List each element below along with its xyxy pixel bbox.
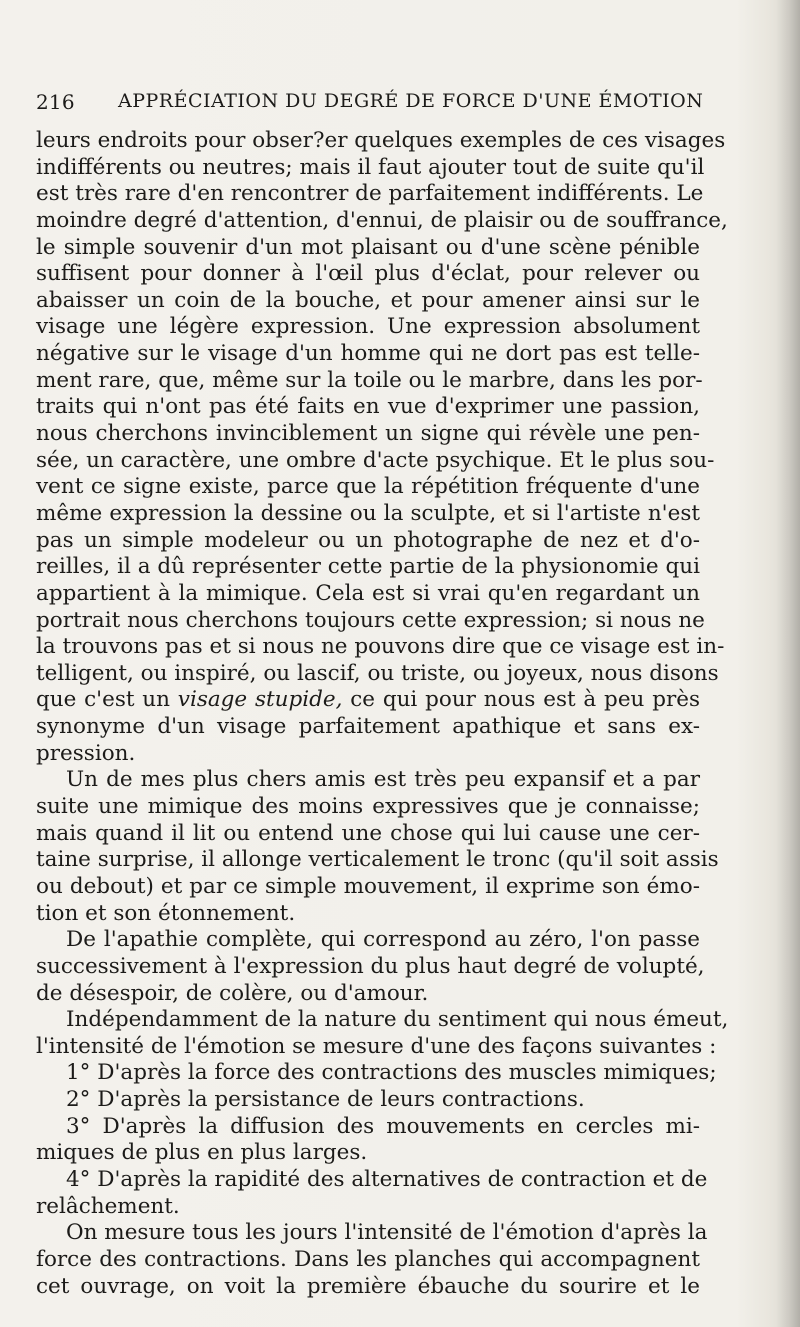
running-title: APPRÉCIATION DU DEGRÉ DE FORCE D'UNE ÉMOTION <box>118 90 704 112</box>
text-line: le simple souvenir d'un mot plaisant ou d'une scène pénible <box>36 234 700 260</box>
text-segment: que c'est un <box>36 687 178 713</box>
text-line: visage une légère expression. Une expression absolument <box>36 314 700 340</box>
text-line: appartient à la mimique. Cela est si vrai qu'en regardant un <box>36 580 700 606</box>
text-line: la trouvons pas et si nous ne pouvons dire que ce visage est in- <box>36 634 725 660</box>
text-line: traits qui n'ont pas été faits en vue d'exprimer une passion, <box>36 394 700 420</box>
page-number: 216 <box>36 90 75 114</box>
text-line: pas un simple modeleur ou un photographe de nez et d'o- <box>36 527 700 553</box>
text-line: même expression la dessine ou la sculpte, et si l'artiste n'est <box>36 500 700 526</box>
body-text <box>36 128 729 1300</box>
text-line: sée, un caractère, une ombre d'acte psychique. Et le plus sou- <box>36 447 715 473</box>
text-line: abaisser un coin de la bouche, et pour amener ainsi sur le <box>36 287 700 313</box>
text-line: nous cherchons invinciblement un signe qui révèle une pen- <box>36 421 700 447</box>
text-line: est très rare d'en rencontrer de parfaitement indifférents. Le <box>36 181 704 207</box>
text-line: telligent, ou inspiré, ou lascif, ou triste, ou joyeux, nous disons <box>36 660 719 686</box>
text-line: mais quand il lit ou entend une chose qui lui cause une cer- <box>36 820 700 846</box>
text-line: De l'apathie complète, qui correspond au zéro, l'on passe <box>66 927 700 953</box>
text-line: cet ouvrage, on voit la première ébauche du sourire et le <box>36 1273 700 1299</box>
text-line: moindre degré d'attention, d'ennui, de plaisir ou de souffrance, <box>36 207 728 233</box>
text-line: taine surprise, il allonge verticalement le tronc (qu'il soit assis <box>36 847 719 873</box>
text-line: Indépendamment de la nature du sentiment qui nous émeut, <box>66 1007 729 1033</box>
text-line: suffisent pour donner à l'œil plus d'éclat, pour relever ou <box>36 261 700 287</box>
text-segment: ce qui pour nous est à peu près <box>342 687 700 713</box>
text-line: négative sur le visage d'un homme qui ne dort pas est telle- <box>36 341 700 367</box>
emphasized-phrase: visage stupide, <box>177 687 343 713</box>
text-line: de désespoir, de colère, ou d'amour. <box>36 980 429 1006</box>
text-line: reilles, il a dû représenter cette partie de la physionomie qui <box>36 554 700 580</box>
text-line: 4° D'après la rapidité des alternatives de contraction et de <box>66 1166 708 1192</box>
text-line: 3° D'après la diffusion des mouvements en cercles mi- <box>66 1113 700 1139</box>
page-edge-shadow <box>776 0 800 1327</box>
page-header <box>36 90 756 120</box>
text-line: vent ce signe existe, parce que la répétition fréquente d'une <box>36 474 700 500</box>
text-line: leurs endroits pour obser?er quelques exemples de ces visages <box>36 128 726 153</box>
text-line: 2° D'après la persistance de leurs contractions. <box>66 1087 585 1113</box>
text-line: portrait nous cherchons toujours cette expression; si nous ne <box>36 607 705 633</box>
text-line: successivement à l'expression du plus haut degré de volupté, <box>36 953 705 979</box>
text-line: 1° D'après la force des contractions des muscles mimiques; <box>66 1060 717 1086</box>
text-line: miques de plus en plus larges. <box>36 1140 368 1166</box>
text-line: indifférents ou neutres; mais il faut ajouter tout de suite qu'il <box>36 154 705 180</box>
text-line-with-emphasis <box>36 687 700 714</box>
text-line: synonyme d'un visage parfaitement apathique et sans ex- <box>36 714 700 740</box>
text-line: force des contractions. Dans les planches qui accompagnent <box>36 1246 700 1272</box>
text-line: suite une mimique des moins expressives que je connaisse; <box>36 794 700 820</box>
text-line: tion et son étonnement. <box>36 900 296 926</box>
text-line: l'intensité de l'émotion se mesure d'une des façons suivantes : <box>36 1033 717 1059</box>
text-line: On mesure tous les jours l'intensité de l'émotion d'après la <box>66 1220 708 1246</box>
text-line: pression. <box>36 740 136 766</box>
text-line: ou debout) et par ce simple mouvement, il exprime son émo- <box>36 873 700 899</box>
text-line: ment rare, que, même sur la toile ou le marbre, dans les por- <box>36 367 703 393</box>
text-line: relâchement. <box>36 1193 180 1219</box>
text-line: Un de mes plus chers amis est très peu expansif et a par <box>66 767 700 793</box>
